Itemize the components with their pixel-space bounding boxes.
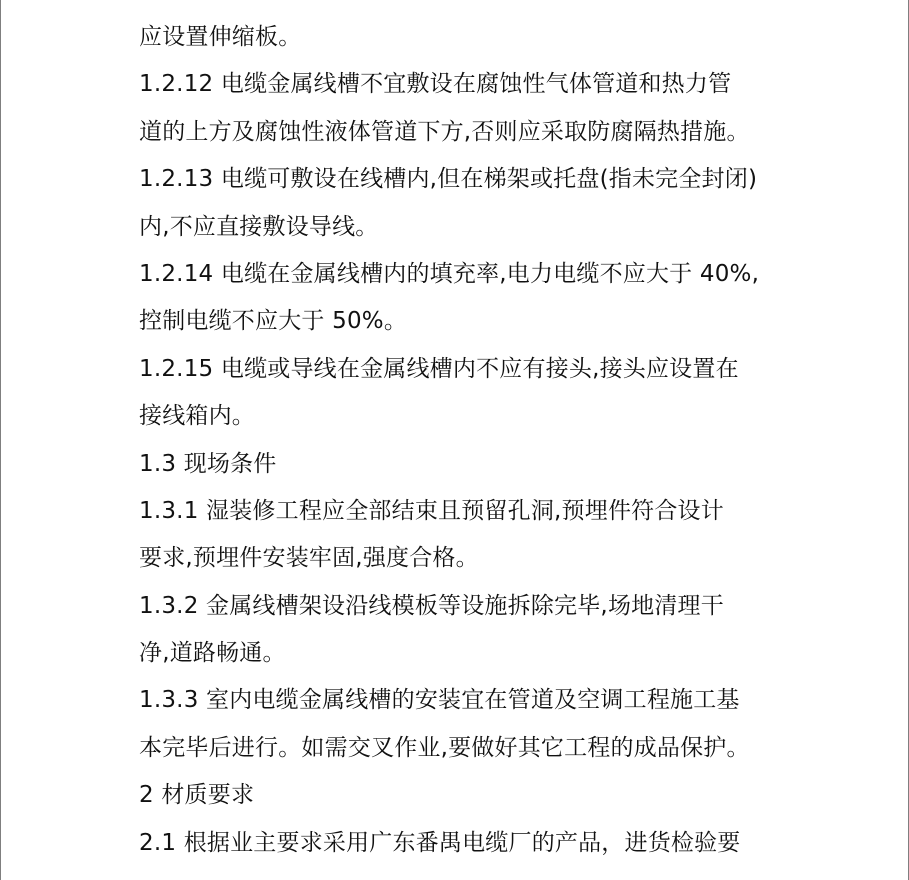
text-line: 道的上方及腐蚀性液体管道下方,否则应采取防腐隔热措施。 bbox=[139, 118, 750, 145]
text-line: 要求,预埋件安装牢固,强度合格。 bbox=[139, 545, 479, 572]
text-line: 本完毕后进行。如需交叉作业,要做好其它工程的成品保护。 bbox=[139, 734, 750, 761]
clause-1-2-13: 1.2.13 电缆可敷设在线槽内,但在梯架或托盘(指未完全封闭) bbox=[139, 166, 758, 193]
clause-1-3-3: 1.3.3 室内电缆金属线槽的安装宜在管道及空调工程施工基 bbox=[139, 687, 740, 714]
text-line: 净,道路畅通。 bbox=[139, 640, 286, 667]
section-heading-1-3: 1.3 现场条件 bbox=[139, 450, 277, 477]
clause-1-3-1: 1.3.1 湿装修工程应全部结束且预留孔洞,预埋件符合设计 bbox=[139, 497, 724, 524]
clause-1-2-14: 1.2.14 电缆在金属线槽内的填充率,电力电缆不应大于 40%, bbox=[139, 260, 760, 287]
text-line: 内,不应直接敷设导线。 bbox=[139, 213, 379, 240]
clause-2-1: 2.1 根据业主要求采用广东番禺电缆厂的产品，进货检验要 bbox=[139, 829, 741, 856]
document-body bbox=[139, 14, 789, 867]
clause-1-2-15: 1.2.15 电缆或导线在金属线槽内不应有接头,接头应设置在 bbox=[139, 355, 739, 382]
clause-1-3-2: 1.3.2 金属线槽架设沿线模板等设施拆除完毕,场地清理干 bbox=[139, 592, 724, 619]
clause-1-2-12: 1.2.12 电缆金属线槽不宜敷设在腐蚀性气体管道和热力管 bbox=[139, 71, 732, 98]
text-line: 应设置伸缩板。 bbox=[139, 24, 302, 50]
text-line: 接线箱内。 bbox=[139, 403, 255, 430]
text-line: 控制电缆不应大于 50%。 bbox=[139, 308, 408, 335]
section-heading-2: 2 材质要求 bbox=[139, 782, 255, 809]
